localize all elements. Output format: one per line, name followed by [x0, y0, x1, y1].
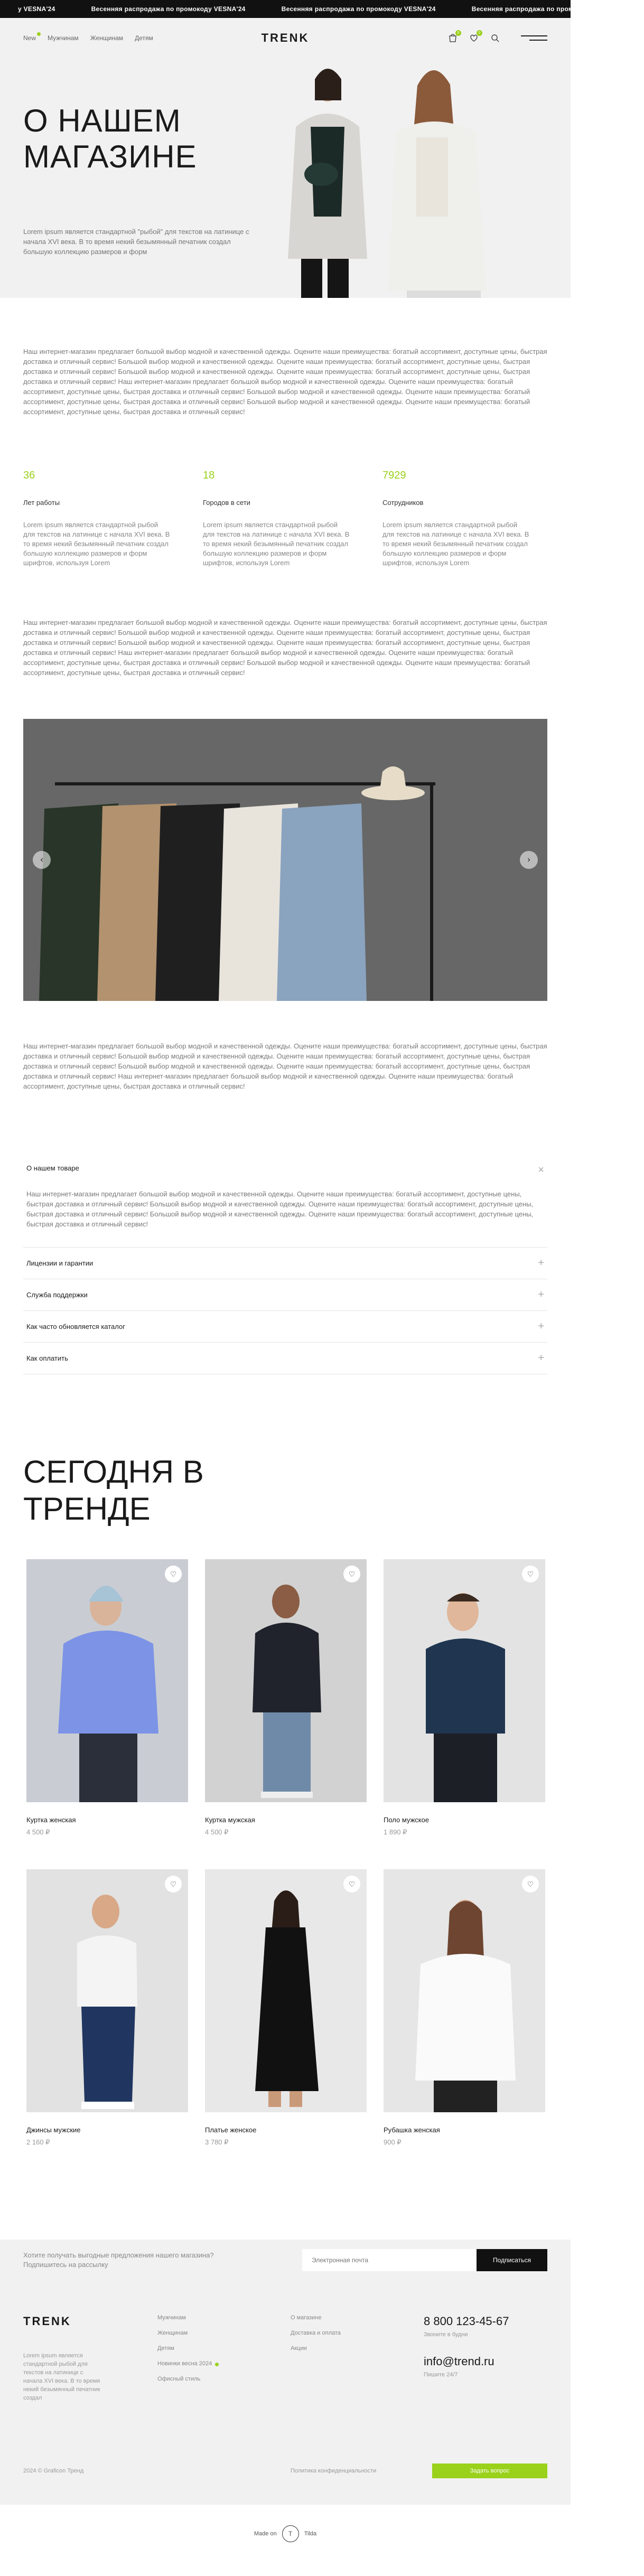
product-name[interactable]: Рубашка женская: [384, 2126, 440, 2134]
phone-note: Звоните в будни: [424, 2331, 468, 2338]
product-card[interactable]: [384, 1869, 545, 2147]
product-image[interactable]: [26, 1869, 188, 2112]
stat-number: 18: [203, 470, 215, 481]
footer-logo[interactable]: TRENK: [23, 2315, 71, 2328]
product-card[interactable]: [26, 1559, 188, 1837]
product-price: 1 890 ₽: [384, 1828, 407, 1836]
product-image[interactable]: [384, 1869, 545, 2112]
product-price: 4 500 ₽: [26, 1828, 50, 1836]
image-slider: [23, 719, 547, 1001]
product-name[interactable]: Поло мужское: [384, 1816, 430, 1824]
stat-text: Lorem ipsum является стандартной рыбой для текстов на латинице с начала XVI века. В то время некий безымянный печатник создал большую коллекцию размеров и форм шрифтов, используя Lorem: [382, 521, 529, 567]
stat-label: Сотрудников: [382, 499, 424, 507]
ticker-item: Весенняя распродажа по промокоду VESNA'24: [471, 5, 626, 13]
product-grid: [26, 1559, 547, 2147]
footer-link[interactable]: Мужчинам: [157, 2315, 186, 2321]
subscribe-form: [302, 2249, 547, 2271]
faq-accordion: [23, 1155, 547, 1374]
nav-women[interactable]: Женщинам: [90, 34, 124, 42]
footer-desc: Lorem ipsum является стандартной рыбой для текстов на латинице с начала XVI века. В то время некий безымянный печатник создал: [23, 2353, 100, 2401]
product-card[interactable]: [384, 1559, 545, 1837]
email-input[interactable]: [302, 2249, 477, 2271]
plus-icon: +: [538, 1257, 544, 1269]
footer-link[interactable]: Офисный стиль: [157, 2376, 201, 2382]
stat-text: Lorem ipsum является стандартной рыбой для текстов на латинице с начала XVI века. В то время некий безымянный печатник создал большую коллекцию размеров и форм шрифтов, используя Lorem: [203, 521, 350, 567]
faq-item[interactable]: Лицензии и гарантии +: [23, 1248, 547, 1279]
faq-item[interactable]: Как часто обновляется каталог +: [23, 1311, 547, 1343]
faq-item[interactable]: Как оплатить +: [23, 1343, 547, 1374]
copyright: 2024 © Graficon Тренд: [23, 2468, 84, 2474]
trend-title: СЕГОДНЯ В ТРЕНДЕ: [23, 1454, 204, 1526]
email-note: Пишите 24/7: [424, 2372, 458, 2378]
product-price: 3 780 ₽: [205, 2138, 229, 2146]
footer-link[interactable]: Детям: [157, 2345, 174, 2352]
stat-item: [23, 470, 171, 568]
nav-kids[interactable]: Детям: [135, 34, 153, 42]
page-title: О НАШЕМ МАГАЗИНЕ: [23, 103, 197, 174]
privacy-link[interactable]: Политика конфиденциальности: [291, 2468, 377, 2474]
nav-men[interactable]: Мужчинам: [48, 34, 79, 42]
about-section: [0, 346, 571, 2147]
cart-icon[interactable]: [448, 33, 458, 43]
slider-prev-icon[interactable]: ‹: [33, 851, 51, 869]
product-image[interactable]: [26, 1559, 188, 1802]
footer-link[interactable]: О магазине: [291, 2315, 322, 2321]
main-nav: [23, 34, 153, 42]
footer-bottom: [23, 2463, 547, 2478]
favorite-icon[interactable]: ♡: [165, 1566, 182, 1582]
product-image[interactable]: [205, 1559, 367, 1802]
ask-question-button[interactable]: Задать вопрос: [432, 2463, 547, 2478]
faq-item-open: [23, 1155, 547, 1248]
stat-item: [203, 470, 351, 568]
phone-link[interactable]: 8 800 123-45-67: [424, 2315, 509, 2328]
faq-item[interactable]: Служба поддержки +: [23, 1279, 547, 1311]
footer-info-links: [291, 2315, 424, 2402]
ticker-item: у VESNA'24: [18, 5, 55, 13]
hero-left: [0, 58, 248, 298]
product-name[interactable]: Платье женское: [205, 2126, 257, 2134]
stat-label: Лет работы: [23, 499, 60, 507]
new-dot: [37, 32, 41, 36]
product-name[interactable]: Куртка мужская: [205, 1816, 255, 1824]
about-text-3: Наш интернет-магазин предлагает большой выбор модной и качественной одежды. Оцените наши преимущества: богатый ассортимент, доступные цены, быстрая доставка и отличный сервис! Большой выбор модной и качественной одежды. Оцените наши преимущества: богатый ассортимент, доступные цены, быстрая доставка и отличный сервис! Большой выбор модной и качественной одежды. Оцените наши преимущества: богатый ассортимент, доступные цены, быстрая доставка и отличный сервис! Наш интернет-магазин предлагает большой выбор модной и качественной одежды. Оцените наши преимущества: богатый ассортимент, доступные цены, быстрая доставка и отличный сервис!: [23, 1042, 547, 1090]
about-text-2: Наш интернет-магазин предлагает большой выбор модной и качественной одежды. Оцените наши преимущества: богатый ассортимент, доступные цены, быстрая доставка и отличный сервис! Большой выбор модной и качественной одежды. Оцените наши преимущества: богатый ассортимент, доступные цены, быстрая доставка и отличный сервис! Большой выбор модной и качественной одежды. Оцените наши преимущества: богатый ассортимент, доступные цены, быстрая доставка и отличный сервис! Наш интернет-магазин предлагает большой выбор модной и качественной одежды. Оцените наши преимущества: богатый ассортимент, доступные цены, быстрая доставка и отличный сервис! Большой выбор модной и качественной одежды. Оцените наши преимущества: богатый ассортимент, доступные цены, быстрая доставка и отличный сервис!: [23, 619, 547, 677]
footer-contacts: [424, 2315, 509, 2402]
made-on-tilda[interactable]: [0, 2505, 571, 2563]
subscribe-bar: [0, 2240, 571, 2281]
hero-section: [0, 18, 571, 298]
footer-link[interactable]: Акции: [291, 2345, 307, 2352]
made-on-text: Made on: [254, 2531, 277, 2537]
hero-text: Lorem ipsum является стандартной "рыбой" для текстов на латинице с начала XVI века. В то время некий безымянный печатник создал большую коллекцию размеров и форм: [23, 228, 249, 256]
cart-count: 0: [455, 30, 461, 36]
hero: [0, 58, 571, 298]
subscribe-text: Хотите получать выгодные предложения нашего магазина? Подпишитесь на рассылку: [23, 2251, 214, 2269]
product-name[interactable]: Джинсы мужские: [26, 2126, 81, 2134]
product-image[interactable]: [205, 1869, 367, 2112]
promo-ticker: [0, 0, 626, 18]
ticker-item: Весенняя распродажа по промокоду VESNA'24: [281, 5, 436, 13]
product-card[interactable]: [205, 1869, 367, 2147]
new-dot: [215, 2363, 219, 2366]
faq-question[interactable]: О нашем товаре: [26, 1164, 79, 1172]
product-card[interactable]: [26, 1869, 188, 2147]
product-price: 900 ₽: [384, 2138, 402, 2146]
ticker-item: Весенняя распродажа по промокоду VESNA'24: [91, 5, 246, 13]
favorite-icon[interactable]: ♡: [343, 1566, 360, 1582]
stat-text: Lorem ipsum является стандартной рыбой для текстов на латинице с начала XVI века. В то время некий безымянный печатник создал большую коллекцию размеров и форм шрифтов, используя Lorem: [23, 521, 170, 567]
footer: [0, 2281, 571, 2505]
header-icons: [448, 33, 547, 43]
hero-image: [248, 58, 571, 298]
product-card[interactable]: [205, 1559, 367, 1837]
favorite-icon[interactable]: ♡: [343, 1876, 360, 1893]
footer-link[interactable]: Женщинам: [157, 2330, 188, 2336]
stat-number: 7929: [382, 470, 406, 481]
favorite-icon[interactable]: ♡: [165, 1876, 182, 1893]
subscribe-button[interactable]: Подписаться: [477, 2249, 547, 2271]
email-link[interactable]: info@trend.ru: [424, 2355, 494, 2368]
slider-next-icon[interactable]: ›: [520, 851, 538, 869]
stat-item: [382, 470, 530, 568]
product-price: 4 500 ₽: [205, 1828, 229, 1836]
close-icon[interactable]: ×: [538, 1164, 544, 1176]
menu-icon[interactable]: [521, 35, 547, 41]
fav-count: 0: [477, 30, 482, 36]
stat-number: 36: [23, 470, 35, 481]
search-icon[interactable]: [490, 33, 500, 43]
product-image[interactable]: [384, 1559, 545, 1802]
faq-answer: Наш интернет-магазин предлагает большой выбор модной и качественной одежды. Оцените наши преимущества: богатый ассортимент, доступные цены, быстрая доставка и отличный сервис! Большой выбор модной и качественной одежды. Оцените наши преимущества: богатый ассортимент, доступные цены, быстрая доставка и отличный сервис! Большой выбор модной и качественной одежды. Оцените наши преимущества: богатый ассортимент, доступные цены, быстрая доставка и отличный сервис!: [26, 1190, 534, 1228]
favorite-icon[interactable]: ♡: [522, 1566, 539, 1582]
tilda-brand: Tilda: [304, 2531, 317, 2537]
product-name[interactable]: Куртка женская: [26, 1816, 76, 1824]
about-text-1: Наш интернет-магазин предлагает большой выбор модной и качественной одежды. Оцените наши преимущества: богатый ассортимент, доступные цены, быстрая доставка и отличный сервис! Большой выбор модной и качественной одежды. Оцените наши преимущества: богатый ассортимент, доступные цены, быстрая доставка и отличный сервис! Большой выбор модной и качественной одежды. Оцените наши преимущества: богатый ассортимент, доступные цены, быстрая доставка и отличный сервис! Наш интернет-магазин предлагает большой выбор модной и качественной одежды. Оцените наши преимущества: богатый ассортимент, доступные цены, быстрая доставка и отличный сервис! Большой выбор модной и качественной одежды. Оцените наши преимущества: богатый ассортимент, доступные цены, быстрая доставка и отличный сервис! Большой выбор модной и качественной одежды. Оцените наши преимущества: богатый ассортимент, доступные цены, быстрая доставка и отличный сервис!: [23, 348, 547, 416]
footer-catalog-links: [157, 2315, 291, 2402]
product-price: 2 160 ₽: [26, 2138, 50, 2146]
nav-new[interactable]: New: [23, 34, 36, 42]
footer-link[interactable]: Новинки весна 2024: [157, 2360, 291, 2367]
heart-icon[interactable]: [469, 33, 479, 43]
footer-link[interactable]: Доставка и оплата: [291, 2330, 341, 2336]
plus-icon: +: [538, 1352, 544, 1364]
tilda-logo-icon: T: [282, 2525, 299, 2542]
logo[interactable]: TRENK: [261, 31, 310, 44]
stats: [23, 470, 547, 568]
stat-label: Городов в сети: [203, 499, 250, 507]
plus-icon: +: [538, 1320, 544, 1332]
favorite-icon[interactable]: ♡: [522, 1876, 539, 1893]
site-header: [0, 18, 571, 58]
plus-icon: +: [538, 1289, 544, 1300]
